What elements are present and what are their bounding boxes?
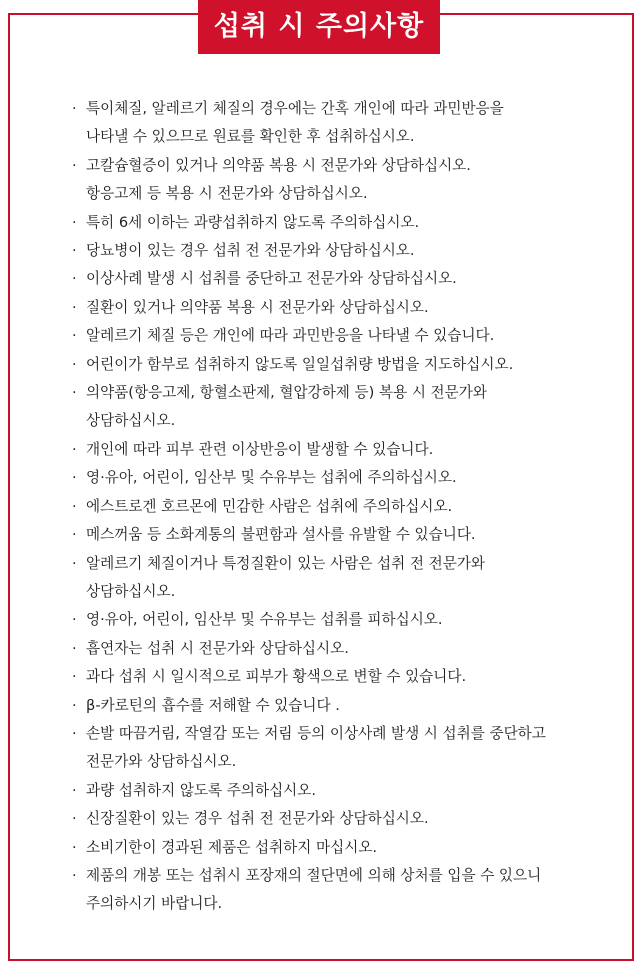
caution-item-line: · 개인에 따라 피부 관련 이상반응이 발생할 수 있습니다. <box>86 440 434 458</box>
caution-item-line: · 의약품(항응고제, 항혈소판제, 혈압강하제 등) 복용 시 전문가와 <box>86 384 487 402</box>
caution-item <box>72 606 612 634</box>
caution-item <box>72 550 612 607</box>
caution-item <box>72 805 612 833</box>
caution-item <box>72 834 612 862</box>
caution-item-line: · 영·유아, 어린이, 임산부 및 수유부는 섭취에 주의하십시오. <box>86 469 457 487</box>
caution-item-line: 주의하시기 바랍니다. <box>86 895 223 913</box>
caution-item-line: · 메스꺼움 등 소화계통의 불편함과 설사를 유발할 수 있습니다. <box>86 526 476 544</box>
caution-item-line: 나타낼 수 있으므로 원료를 확인한 후 섭취하십시오. <box>86 128 415 146</box>
caution-item <box>72 322 612 350</box>
caution-item <box>72 862 612 919</box>
page-title: 섭취 시 주의사항 <box>198 0 440 54</box>
caution-item-line: 항응고제 등 복용 시 전문가와 상담하십시오. <box>86 185 368 203</box>
caution-item-line: · 제품의 개봉 또는 섭취시 포장재의 절단면에 의해 상처를 입을 수 있으니 <box>86 866 542 884</box>
caution-item <box>72 265 612 293</box>
caution-item <box>72 663 612 691</box>
caution-item-line: 전문가와 상담하십시오. <box>86 753 237 771</box>
caution-item <box>72 493 612 521</box>
caution-item-line: · 당뇨병이 있는 경우 섭취 전 전문가와 상담하십시오. <box>86 242 415 260</box>
caution-item <box>72 379 612 436</box>
caution-item <box>72 152 612 209</box>
caution-item-line: · 에스트로겐 호르몬에 민감한 사람은 섭취에 주의하십시오. <box>86 497 453 515</box>
caution-item-line: · 과다 섭취 시 일시적으로 피부가 황색으로 변할 수 있습니다. <box>86 668 467 686</box>
caution-item <box>72 464 612 492</box>
caution-item <box>72 720 612 777</box>
caution-list <box>72 95 612 919</box>
caution-item-line: · 영·유아, 어린이, 임산부 및 수유부는 섭취를 피하십시오. <box>86 611 443 629</box>
caution-item-line: 상담하십시오. <box>86 582 176 600</box>
caution-item-line: · 소비기한이 경과된 제품은 섭취하지 마십시오. <box>86 838 378 856</box>
caution-item-line: · 특히 6세 이하는 과량섭취하지 않도록 주의하십시오. <box>86 213 420 231</box>
caution-item <box>72 95 612 152</box>
caution-item-line: · β-카로틴의 흡수를 저해할 수 있습니다 . <box>86 696 340 714</box>
caution-item <box>72 521 612 549</box>
caution-item-line: 상담하십시오. <box>86 412 176 430</box>
caution-item-line: · 질환이 있거나 의약품 복용 시 전문가와 상담하십시오. <box>86 298 429 316</box>
caution-item <box>72 436 612 464</box>
caution-item <box>72 635 612 663</box>
caution-item-line: · 이상사례 발생 시 섭취를 중단하고 전문가와 상담하십시오. <box>86 270 457 288</box>
caution-item <box>72 692 612 720</box>
caution-item-line: · 신장질환이 있는 경우 섭취 전 전문가와 상담하십시오. <box>86 810 429 828</box>
caution-item <box>72 777 612 805</box>
caution-item-line: · 특이체질, 알레르기 체질의 경우에는 간혹 개인에 따라 과민반응을 <box>86 100 504 117</box>
caution-item <box>72 237 612 265</box>
caution-item-line: · 어린이가 함부로 섭취하지 않도록 일일섭취량 방법을 지도하십시오. <box>86 355 514 373</box>
caution-item <box>72 209 612 237</box>
caution-item-line: · 손발 따끔거림, 작열감 또는 저림 등의 이상사례 발생 시 섭취를 중단하고 <box>86 724 546 742</box>
caution-item-line: · 알레르기 체질 등은 개인에 따라 과민반응을 나타낼 수 있습니다. <box>86 327 495 345</box>
caution-item <box>72 351 612 379</box>
caution-item-line: · 흡연자는 섭취 시 전문가와 상담하십시오. <box>86 639 349 657</box>
caution-item <box>72 294 612 322</box>
caution-item-line: · 과량 섭취하지 않도록 주의하십시오. <box>86 781 317 799</box>
caution-item-line: · 고칼슘혈증이 있거나 의약품 복용 시 전문가와 상담하십시오. <box>86 156 471 174</box>
caution-item-line: · 알레르기 체질이거나 특정질환이 있는 사람은 섭취 전 전문가와 <box>86 554 486 572</box>
